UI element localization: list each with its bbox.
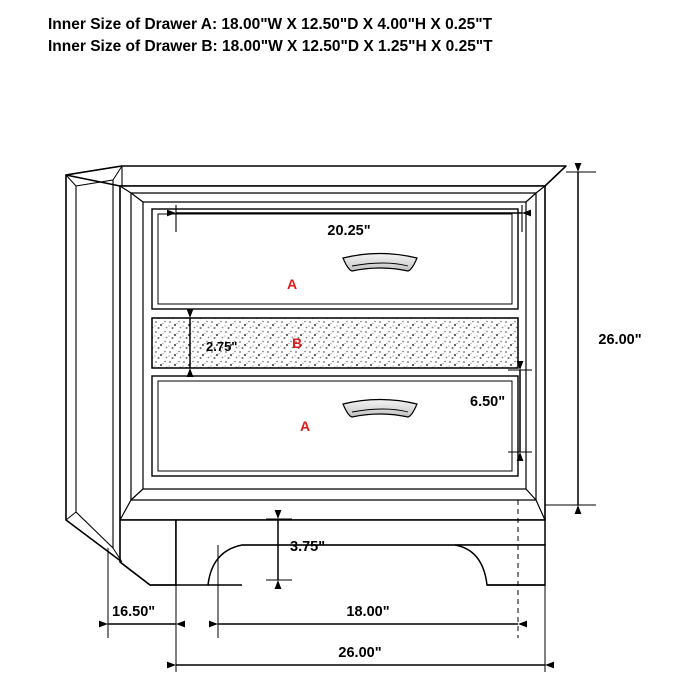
dimension-leg-height-label: 3.75" xyxy=(290,539,326,555)
drawer-a-bottom-pull-handle xyxy=(343,400,417,418)
drawer-a-bottom-callout: A xyxy=(299,418,311,434)
drawer-a-spec-line: Inner Size of Drawer A: 18.00"W X 12.50"D X 4.00"H X 0.25"T xyxy=(48,16,493,33)
dimension-lower-drawer-height-label: 6.50" xyxy=(470,394,506,410)
drawer-a-top-pull-handle xyxy=(343,254,417,272)
dimension-depth xyxy=(108,604,176,624)
dimension-total-width xyxy=(176,645,545,665)
drawer-a-top-callout: A xyxy=(286,276,298,292)
dimension-top-width-label: 20.25" xyxy=(327,223,371,239)
dimension-inner-width-label: 18.00" xyxy=(346,604,390,620)
dimension-inner-width xyxy=(218,604,518,624)
drawer-b-callout: B xyxy=(291,335,303,351)
drawer-b-spec-line: Inner Size of Drawer B: 18.00"W X 12.50"D X 1.25"H X 0.25"T xyxy=(48,38,493,55)
dimension-depth-label: 16.50" xyxy=(112,604,156,620)
drawer-a-bottom xyxy=(152,376,518,476)
dimension-total-height-label: 26.00" xyxy=(598,332,642,348)
dimension-drawer-b-height-label: 2.75" xyxy=(206,339,238,354)
dimension-total-height xyxy=(545,172,642,505)
dimension-total-width-label: 26.00" xyxy=(338,645,382,661)
